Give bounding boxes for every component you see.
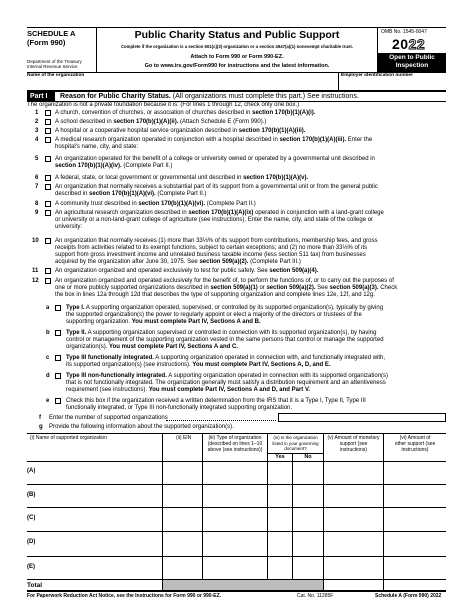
col-listed-header: (iv) Is the organization listed in your governing document?	[272, 435, 319, 451]
form-subtitle: Complete if the organization is a section 501(c)(3) organization or a section 4947(a)(1) nonexempt charitable trust.	[120, 44, 354, 49]
line12c-text-2: its supported organization(s) (see instructions). You must complete Part IV, Sections A, D, and E.	[66, 362, 331, 368]
line12b-text: Type II. A supporting organization supervised or controlled in connection with its supported organization(s), by having	[66, 330, 377, 336]
line1-checkbox[interactable]	[45, 110, 51, 116]
goto-note: Go to www.irs.gov/Form990 for instructions and the latest information.	[144, 63, 330, 69]
line9-text-2: or university or a non-land-grant college of agriculture (see instructions). Enter the name, city, and state of the college or	[55, 217, 374, 223]
top-rule	[27, 27, 446, 28]
line12-checkbox[interactable]	[45, 278, 51, 284]
line7-checkbox[interactable]	[45, 184, 51, 190]
ein-label: Employer identification number	[341, 73, 413, 78]
line12e-text: Check this box if the organization received a written determination from the IRS that it is a Type I, Type II, Type III	[66, 398, 366, 404]
line12a-text-3: supporting organization. You must complete Part IV, Sections A and B.	[66, 319, 261, 325]
footer-notice: For Paperwork Reduction Act Notice, see the Instructions for Form 990 or 990-EZ.	[27, 593, 222, 599]
omb-number: OMB No. 1545-0047	[381, 29, 427, 35]
line11-text: An organization organized and operated exclusively to test for public safety. See section 509(a)(4).	[55, 268, 319, 274]
line12-text: An organization organized and operated exclusively for the benefit of, to perform the functions of, or to carry out the purposes of	[55, 278, 394, 284]
line5-text-2: section 170(b)(1)(A)(iv). (Complete Part II.)	[55, 163, 173, 169]
line9-text: An agricultural research organization described in section 170(b)(1)(A)(ix) operated in conjunction with a land-grant college	[55, 210, 384, 216]
line5-checkbox[interactable]	[45, 156, 51, 162]
line7-text: An organization that normally receives a substantial part of its support from a governmental unit or from the general public	[55, 184, 378, 190]
line8-checkbox[interactable]	[45, 201, 51, 207]
line12e-checkbox[interactable]	[55, 398, 61, 404]
line11-checkbox[interactable]	[45, 268, 51, 274]
table-total-label: Total	[27, 582, 43, 589]
col-monetary-header: (v) Amount of monetary support (see instructions)	[327, 435, 380, 453]
form-title: Public Charity Status and Public Support	[134, 29, 340, 41]
line12f-text: Enter the number of supported organizations	[49, 415, 168, 421]
line12a-text: Type I. A supporting organization operated, supervised, or controlled by its supported organization(s), typically by giving	[66, 305, 384, 311]
line12-text-2: one or more publicly supported organizations described in section 509(a)(1) or section 509(a)(2). See section 509(a)(3). Check	[55, 285, 398, 291]
line6-text: A federal, state, or local government or governmental unit described in section 170(b)(1)(A)(v).	[55, 175, 309, 181]
line10-text-3: support from gross investment income and unrelated business taxable income (less section 511 tax) from businesses	[55, 252, 366, 258]
attach-note: Attach to Form 990 or Form 990-EZ.	[190, 54, 284, 60]
line12d-text-2: that is not functionally integrated. The organization generally must satisfy a distribution requirement and an attentiveness	[66, 380, 386, 386]
footer-cat-number: Cat. No. 11285F	[297, 593, 334, 599]
line3-checkbox[interactable]	[45, 128, 51, 134]
part1-title: Reason for Public Charity Status. (All organizations must complete this part.) See instructions.	[60, 93, 359, 100]
supported-org-count-input[interactable]	[278, 413, 446, 422]
line1-text: A church, convention of churches, or association of churches described in section 170(b)(1)(A)(i).	[55, 110, 316, 116]
schedule-a-page: SCHEDULE A (Form 990) Department of the Treasury Internal Revenue Service Public Charity Status and Public Support Complete if the organization is a section 501(c)(3) organization or a section 4947(a)(1) nonexempt charitable trust. Attach to Form 990 or Form 990-EZ. Go to www.irs.gov/Form990 for instructions and the latest information. OMB No. 1545-0047 2022 Open to Public Inspection Name of the organization Employer identification number Part I Reason for Public Charity Status. (All organizations must complete this part.) See instructions. The organization is not a private foundation because it is: (For lines 1 through 12, check only one box.) 1 A church, convention of churches, or association of churches described in section 170(b)(1)(A)(i). 2 A school described in section 170(b)(1)(A)(ii). (Attach Schedule E (Form 990).) 3 A hospital or a cooperative hospital service organization described in section 170(b)(1)(A)(iii). 4 A medical research organization operated in conjunction with a hospital described in section 170(b)(1)(A)(iii). Enter the hospital's name, city, and state: 5 An organization operated for the benefit of a college or university owned or operated by a governmental unit described in section 170(b)(1)(A)(iv). (Complete Part II.) 6 A federal, state, or local government or governmental unit described in section 170(b)(1)(A)(v). 7 An organization that normally receives a substantial part of its support from a governmental unit or from the general public described in section 170(b)(1)(A)(vi). (Complete Part II.) 8 A community trust described in section 170(b)(1)(A)(vi). (Complete Part II.) 9 An agricultural research organization described in section 170(b)(1)(A)(ix) operated in conjunction with a land-grant college or university or a non-land-grant college of agriculture (see instructions). Enter the name, city, and state of the college or university: 10 An organization that normally receives (1) more than 33⅓% of its support from contributions, membership fees, and gross receipts from activities related to its exempt functions, subject to certain exceptions; and (2) no more than 33⅓% of its support from gross investment income and unrelated business taxable income (less section 511 tax) from businesses acquired by the organization after June 30, 1975. See section 509(a)(2). (Complete Part III.) 11 An organization organized and operated exclusively to test for public safety. See section 509(a)(4). 12 An organization organized and operated exclusively for the benefit of, to perform the functions of, or to carry out the purposes of one or more publicly supported organizations described in section 509(a)(1) or section 509(a)(2). See section 509(a)(3). Check the box in lines 12a through 12d that describes the type of supporting organization and complete lines 12e, 12f, and 12g. a Type I. A supporting organization operated, supervised, or controlled by its supported organization(s), typically by giving the supported organization(s) the power to regularly appoint or elect a majority of the directors or trustees of the supporting organization. You must complete Part IV, Sections A and B. b Type II. A supporting organization supervised or controlled in connection with its supported organization(s), by having control or management of the supporting organization vested in the same persons that control or manage the supported organization(s). You must complete Part IV, Sections A and C. c Type III functionally integrated. A supporting organization operated in connection with, and functionally integrated with, its supported organization(s) (see instructions). You must complete Part IV, Sections A, D, and E. d Type III non-functionally integrated. A supporting organization operated in connection with its supported organization(s) that is not functionally integrated. The organization generally must satisfy a distribution requirement and an attentiveness requirement (see instructions). You must complete Part IV, Sections A and D, and Part V. e Check this box if the organization received a written determination from the IRS that it is a Type I, Type II, Type III functionally integrated, or Type III non-functionally integrated supporting organization. f Enter the number of supported organizations g Provide the following information about the supported organization(s). (i) Name of supported organization (ii) EIN (iii) Type of organization (described on lines 1–10 above (see instructions)) (iv) Is the organization listed in your governing document? Yes No (v) Amount of monetary support (see instructions) (vi) Amount of other support (see instructions) (A) (B) (C) (D) (E) Total For Paperwork Reduction Act Notice, see the Instructions for Form 990 or 990-EZ. Cat. No. 11285F Schedule A (Form 990) 2022	[0, 0, 474, 612]
org-name-label: Name of the organization	[27, 73, 85, 78]
part1-intro: The organization is not a private foundation because it is: (For lines 1 through 12, check only one box.)	[27, 102, 300, 108]
line10-checkbox[interactable]	[45, 238, 51, 244]
line12b-text-2: control or management of the supporting organization vested in the same persons that control or manage the supported	[66, 337, 384, 343]
line12g-text: Provide the following information about the supported organization(s).	[49, 424, 234, 430]
line12b-text-3: organization(s). You must complete Part IV, Sections A and C.	[66, 344, 238, 350]
line12c-text: Type III functionally integrated. A supporting organization operated in connection with, and functionally integrated with,	[66, 355, 386, 361]
col-type-header: (iii) Type of organization (described on lines 1–10 above (see instructions))	[207, 435, 263, 453]
line8-text: A community trust described in section 170(b)(1)(A)(vi). (Complete Part II.)	[55, 201, 256, 207]
line10-text-2: receipts from activities related to its exempt functions, subject to certain exceptions; and (2) no more than 33⅓% of its	[55, 245, 368, 251]
col-ein-header: (ii) EIN	[176, 435, 192, 441]
line9-text-3: university:	[55, 224, 83, 230]
col-other-header: (vi) Amount of other support (see instructions)	[394, 435, 436, 453]
line4-text-2: hospital's name, city, and state:	[55, 144, 139, 150]
line6-checkbox[interactable]	[45, 175, 51, 181]
line2-text: A school described in section 170(b)(1)(A)(ii). (Attach Schedule E (Form 990).)	[55, 119, 267, 125]
table-row-label: (E)	[27, 564, 35, 570]
table-row-label: (B)	[27, 492, 36, 498]
table-row-label: (A)	[27, 468, 36, 474]
line9-checkbox[interactable]	[45, 210, 51, 216]
irs-label: Internal Revenue Service	[27, 64, 78, 69]
line12b-checkbox[interactable]	[55, 330, 61, 336]
line12e-text-2: functionally integrated, or Type III non-functionally integrated supporting organization.	[66, 405, 293, 411]
dept-label: Department of the Treasury	[27, 59, 82, 64]
tax-year: 2022	[392, 36, 426, 52]
schedule-label: SCHEDULE A	[27, 29, 76, 38]
line12-text-3: the box in lines 12a through 12d that describes the type of supporting organization and complete lines 12e, 12f, and 12g.	[55, 292, 375, 298]
table-row-label: (D)	[27, 539, 36, 545]
open-inspection-badge: Open to Public Inspection	[378, 53, 446, 72]
line5-text: An organization operated for the benefit of a college or university owned or operated by a governmental unit described in	[55, 156, 375, 162]
col-name-header: (i) Name of supported organization	[30, 435, 107, 441]
form-label: (Form 990)	[27, 38, 66, 47]
line10-text: An organization that normally receives (1) more than 33⅓% of its support from contributions, membership fees, and gross	[55, 238, 378, 244]
line4-checkbox[interactable]	[45, 137, 51, 143]
part1-label: Part I	[27, 92, 55, 101]
line12a-checkbox[interactable]	[55, 305, 61, 311]
line12d-text: Type III non-functionally integrated. A supporting organization operated in connection with its supported organization(s)	[66, 373, 389, 379]
line4-text: A medical research organization operated in conjunction with a hospital described in section 170(b)(1)(A)(iii). Enter the	[55, 137, 373, 143]
footer-schedule-id: Schedule A (Form 990) 2022	[375, 593, 442, 599]
line7-text-2: described in section 170(b)(1)(A)(vi). (Complete Part II.)	[55, 191, 207, 197]
col-yes-header: Yes	[275, 454, 285, 460]
line10-text-4: acquired by the organization after June 30, 1975. See section 509(a)(2). (Complete Part III.)	[55, 259, 301, 265]
line2-checkbox[interactable]	[45, 119, 51, 125]
line12a-text-2: the supported organization(s) the power to regularly appoint or elect a majority of the directors or trustees of the	[66, 312, 362, 318]
line12d-checkbox[interactable]	[55, 373, 61, 379]
line3-text: A hospital or a cooperative hospital service organization described in section 170(b)(1)(A)(iii).	[55, 128, 306, 134]
line12c-checkbox[interactable]	[55, 355, 61, 361]
col-no-header: No	[304, 454, 312, 460]
line12d-text-3: requirement (see instructions). You must complete Part IV, Sections A and D, and Part V.	[66, 387, 311, 393]
table-row-label: (C)	[27, 515, 36, 521]
